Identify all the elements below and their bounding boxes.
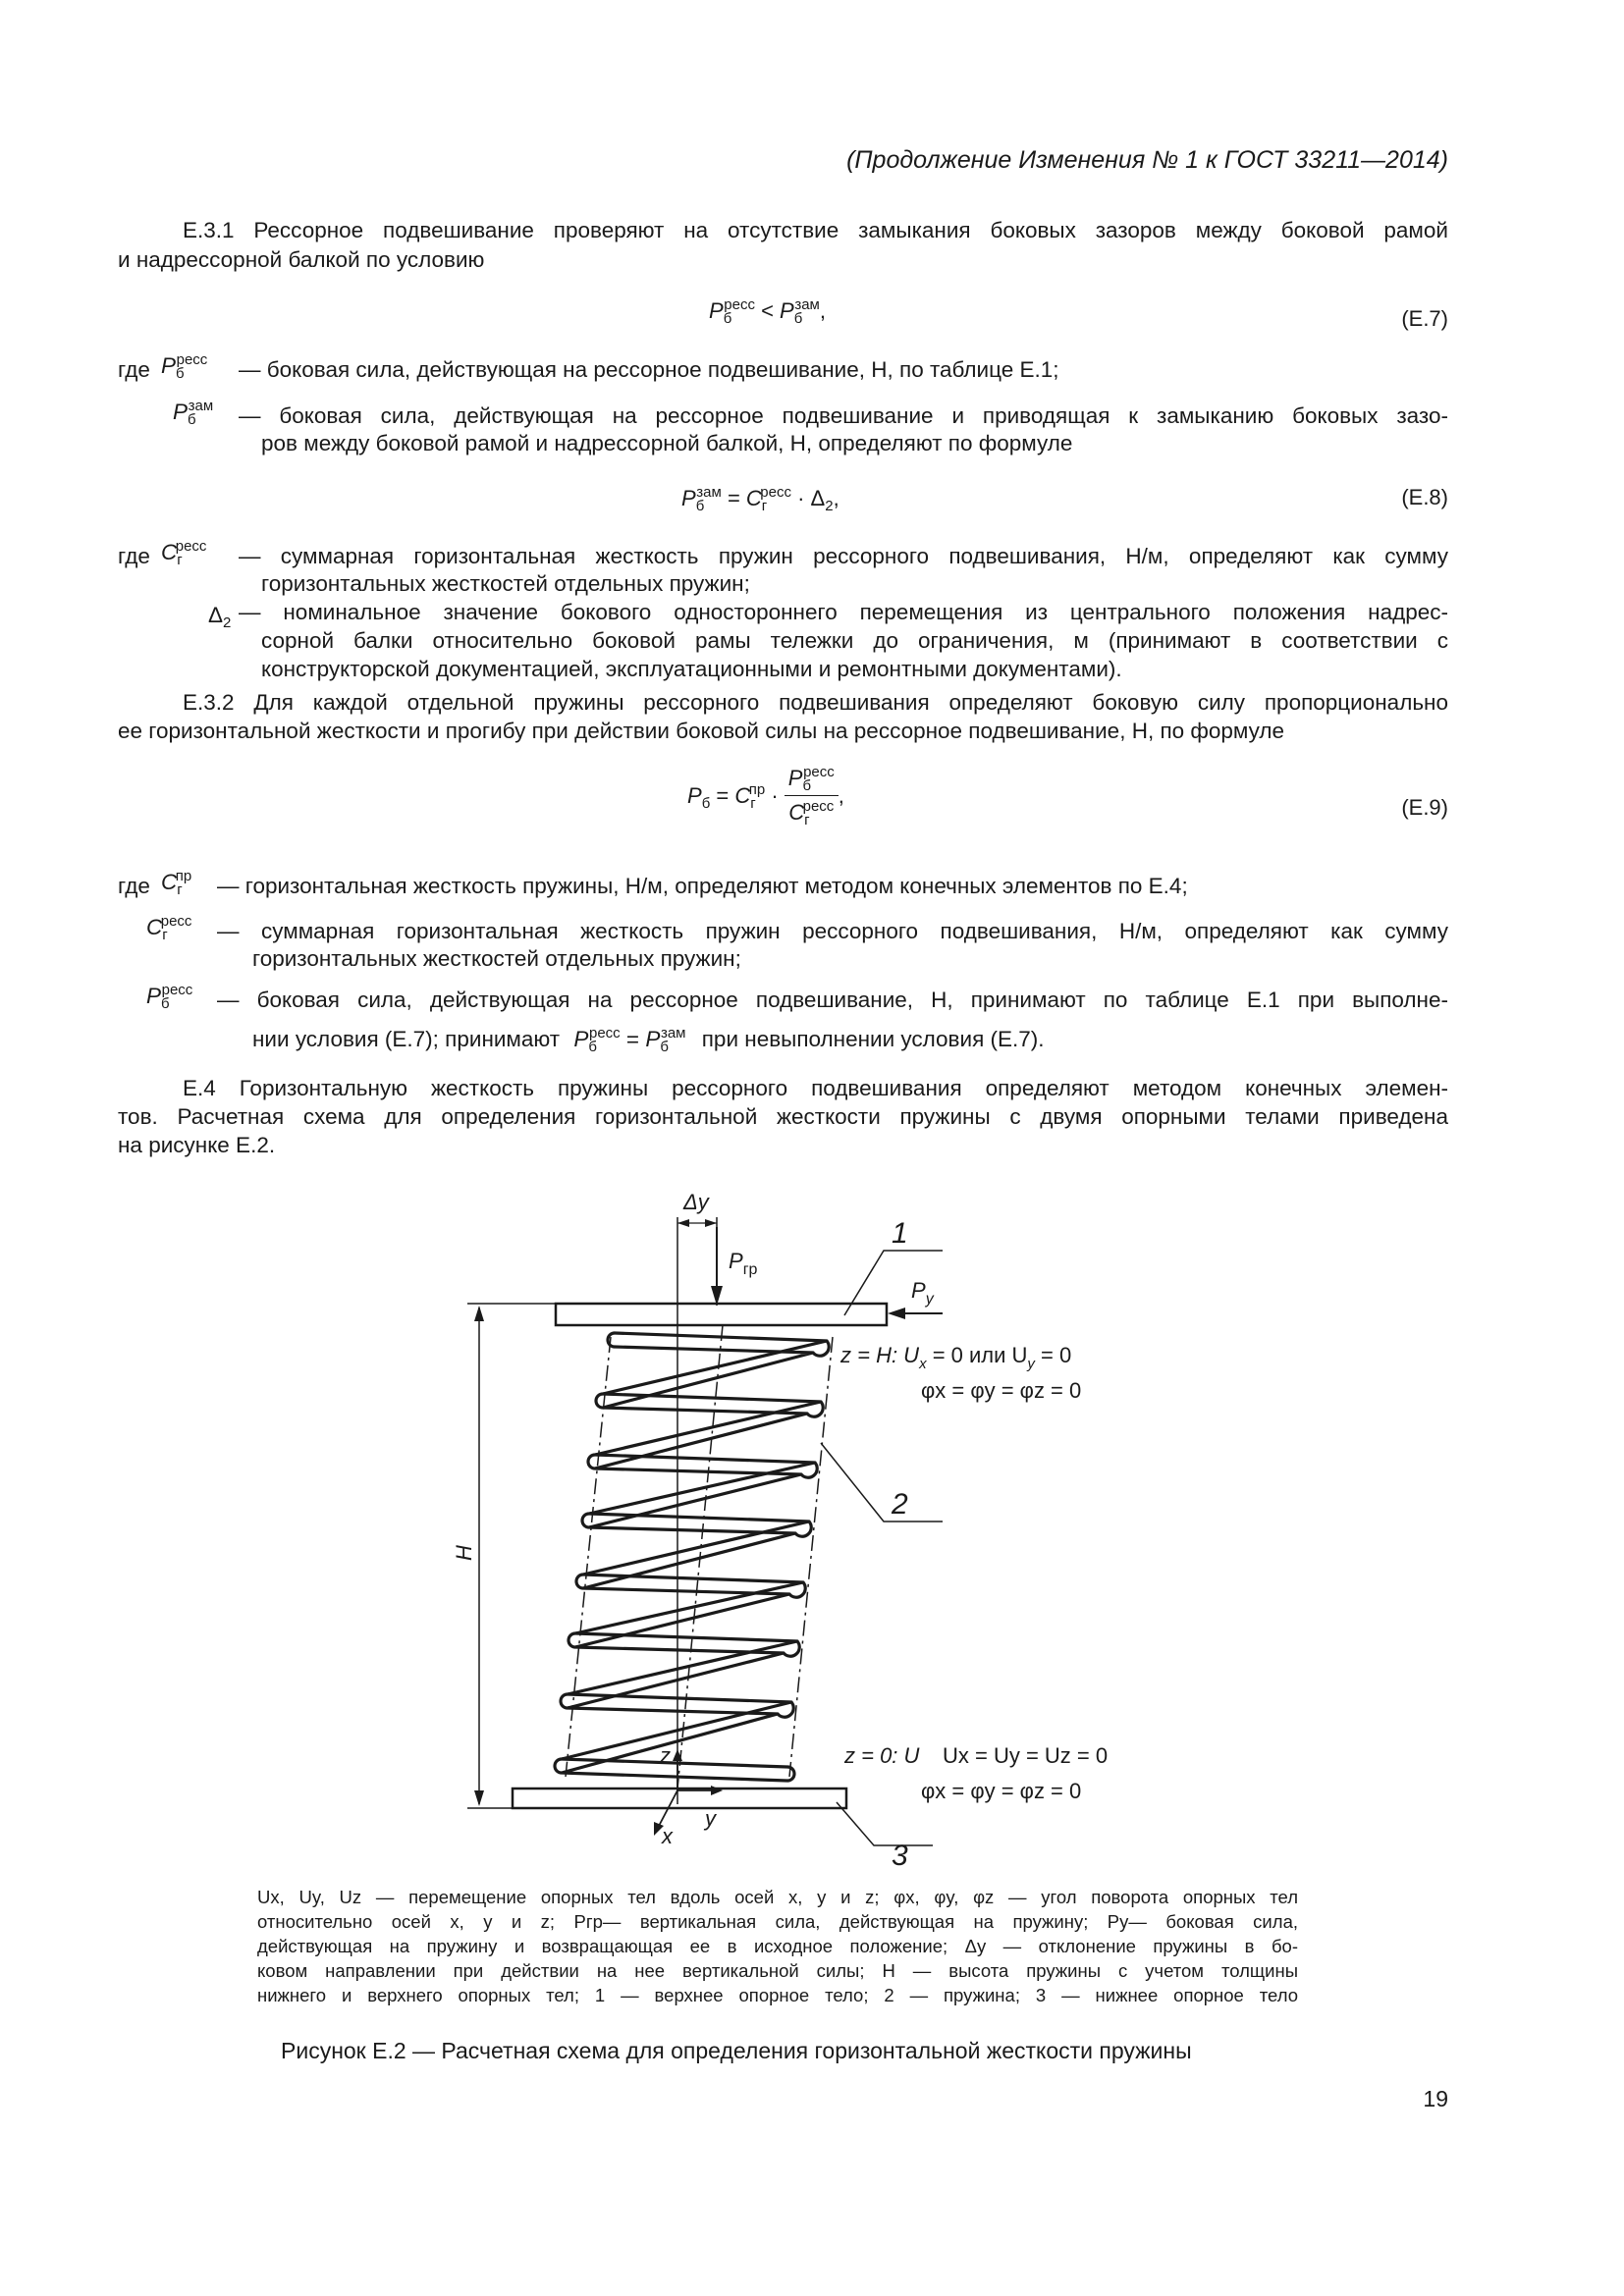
paragraph-e31-line1: Е.3.1 Рессорное подвешивание проверяют на отсутствие замыкания боковых зазоров между боковой рамой: [183, 218, 1448, 242]
def-c-g-pr: — горизонтальная жесткость пружины, Н/м, определяют методом конечных элементов по Е.4;: [217, 874, 1188, 898]
callout-3-leader: [837, 1802, 933, 1845]
symbol-c-g-pr: $C_г^{пр}$: [161, 868, 192, 898]
callout-2: 2: [892, 1488, 908, 1521]
inline-formula-p-ress-eq-p-zam: $P_б^{ресс} = P_б^{зам}$: [573, 1025, 686, 1055]
paragraph-e4-line3: на рисунке Е.2.: [118, 1133, 276, 1157]
figure-caption: Рисунок Е.2 — Расчетная схема для определения горизонтальной жесткости пружины: [281, 2038, 1192, 2063]
spring-coil: [562, 1333, 827, 1767]
paragraph-e4-line1: Е.4 Горизонтальную жесткость пружины рессорного подвешивания определяют методом конечных элемен-: [183, 1076, 1448, 1100]
paragraph-e32-line2: ее горизонтальной жесткости и прогибу при действии боковой силы на рессорное подвешивание, Н, по формуле: [118, 719, 1285, 743]
equation-e8: $P_б^{зам} = C_г^{ресс} \cdot \Delta_2$,: [681, 484, 839, 514]
top-boundary-condition-1: z = H: $U_x = 0$ или $U_y = 0$: [840, 1343, 1072, 1372]
p-y-arrowhead: [888, 1308, 905, 1319]
figure-legend-line2: относительно осей x, y и z; Pгр— вертикальная сила, действующая на пружину; Py— боковая сила,: [257, 1911, 1298, 1932]
symbol-p-b-ress: $P_б^{ресс}$: [161, 351, 208, 382]
page-number: 19: [1423, 2086, 1448, 2111]
def-p-b-ress-2-line2-pre: нии условия (Е.7); принимают: [252, 1027, 561, 1051]
equation-e9: $P_б = C_г^{пр}$ · $\frac{P_б^{ресс}}{C_г^{ресс}}$ ,: [687, 764, 844, 828]
equation-e7-number: (Е.7): [1401, 306, 1448, 331]
callout-1: 1: [892, 1217, 908, 1250]
symbol-c-g-ress: $C_г^{ресс}$: [161, 538, 207, 568]
figure-legend-line5: нижнего и верхнего опорных тел; 1 — верхнее опорное тело; 2 — пружина; 3 — нижнее опорное тело: [257, 1985, 1298, 2005]
symbol-p-b-ress-2: $P_б^{ресс}$: [146, 982, 193, 1012]
label-x: x: [662, 1824, 673, 1848]
def-p-b-ress-2-line2-post: при невыполнении условия (Е.7).: [701, 1027, 1045, 1051]
def-p-b-zam-line1: — боковая сила, действующая на рессорное подвешивание и приводящая к замыканию боковых зазо-: [239, 403, 1448, 428]
def-p-b-ress: — боковая сила, действующая на рессорное подвешивание, Н, по таблице Е.1;: [239, 357, 1059, 382]
page-header: (Продолжение Изменения № 1 к ГОСТ 33211—2014): [846, 146, 1448, 174]
h-arrow-bottom: [474, 1790, 484, 1806]
h-arrow-top: [474, 1306, 484, 1321]
def-delta2-line3: конструкторской документацией, эксплуатационными и ремонтными документами).: [261, 657, 1122, 681]
spring-coil-inner: [562, 1347, 813, 1781]
bottom-boundary-condition-2: φx = φy = φz = 0: [921, 1779, 1082, 1803]
paragraph-e4-line2: тов. Расчетная схема для определения горизонтальной жесткости пружины с двумя опорными телами приведена: [118, 1104, 1448, 1129]
def-delta2-line1: — номинальное значение бокового одностороннего перемещения из центрального положения надрес-: [239, 600, 1448, 624]
symbol-p-b-zam: $P_б^{зам}$: [173, 398, 214, 428]
bottom-boundary-condition-1: z = 0: U: [844, 1743, 920, 1768]
label-z: z: [660, 1743, 671, 1768]
def-c-g-ress-2-line2: горизонтальных жесткостей отдельных пружин;: [252, 946, 741, 971]
def-delta2-line2: сорной балки относительно боковой рамы тележки до ограничения, м (принимают в соответствии с: [261, 628, 1448, 653]
where-label-e8: где: [118, 544, 150, 568]
def-p-b-zam-line2: ров между боковой рамой и надрессорной балкой, Н, определяют по формуле: [261, 431, 1073, 455]
figure-legend-line3: действующая на пружину и возвращающая ее в исходное положение; Δy — отклонение пружины в бо-: [257, 1936, 1298, 1956]
bottom-support-plate: [513, 1789, 846, 1808]
spring-coil-left-ends: [555, 1333, 615, 1773]
equation-e8-number: (Е.8): [1401, 485, 1448, 509]
equation-e7: $P_б^{ресс} < P_б^{зам}$,: [709, 296, 826, 327]
top-support-plate: [556, 1304, 887, 1325]
where-label-e7: где: [118, 357, 150, 382]
spring-axis-left: [566, 1337, 611, 1777]
label-h: H: [452, 1545, 476, 1561]
paragraph-e31-line2: и надрессорной балкой по условию: [118, 247, 485, 272]
callout-2-leader: [821, 1443, 943, 1522]
def-c-g-ress-line2: горизонтальных жесткостей отдельных пружин;: [261, 571, 750, 596]
label-delta-y: Δy: [683, 1190, 709, 1214]
symbol-delta2: $\Delta_2$: [208, 603, 232, 631]
figure-legend-line4: ковом направлении при действии на нее вертикальной силы; H — высота пружины с учетом толщины: [257, 1960, 1298, 1981]
paragraph-e32-line1: Е.3.2 Для каждой отдельной пружины рессорного подвешивания определяют боковую силу пропорционально: [183, 690, 1448, 715]
where-label-e9: где: [118, 874, 150, 898]
figure-legend-line1: Ux, Uy, Uz — перемещение опорных тел вдоль осей x, y и z; φx, φy, φz — угол поворота опорных тел: [257, 1887, 1298, 1907]
callout-3: 3: [892, 1840, 908, 1872]
label-p-y: $P_y$: [911, 1278, 934, 1308]
def-c-g-ress-2-line1: — суммарная горизонтальная жесткость пружин рессорного подвешивания, Н/м, определяют как сумму: [217, 919, 1448, 943]
label-y: y: [705, 1806, 716, 1831]
bottom-boundary-condition-1b: Ux = Uy = Uz = 0: [943, 1743, 1109, 1768]
label-p-gr: $P_{гр}$: [729, 1249, 758, 1278]
equation-e9-number: (Е.9): [1401, 795, 1448, 820]
def-c-g-ress-line1: — суммарная горизонтальная жесткость пружин рессорного подвешивания, Н/м, определяют как сумму: [239, 544, 1448, 568]
def-p-b-ress-2-line1: — боковая сила, действующая на рессорное подвешивание, Н, принимают по таблице Е.1 при выполне-: [217, 988, 1448, 1012]
symbol-c-g-ress-2: $C_г^{ресс}$: [146, 913, 192, 943]
top-boundary-condition-2: φx = φy = φz = 0: [921, 1378, 1082, 1403]
